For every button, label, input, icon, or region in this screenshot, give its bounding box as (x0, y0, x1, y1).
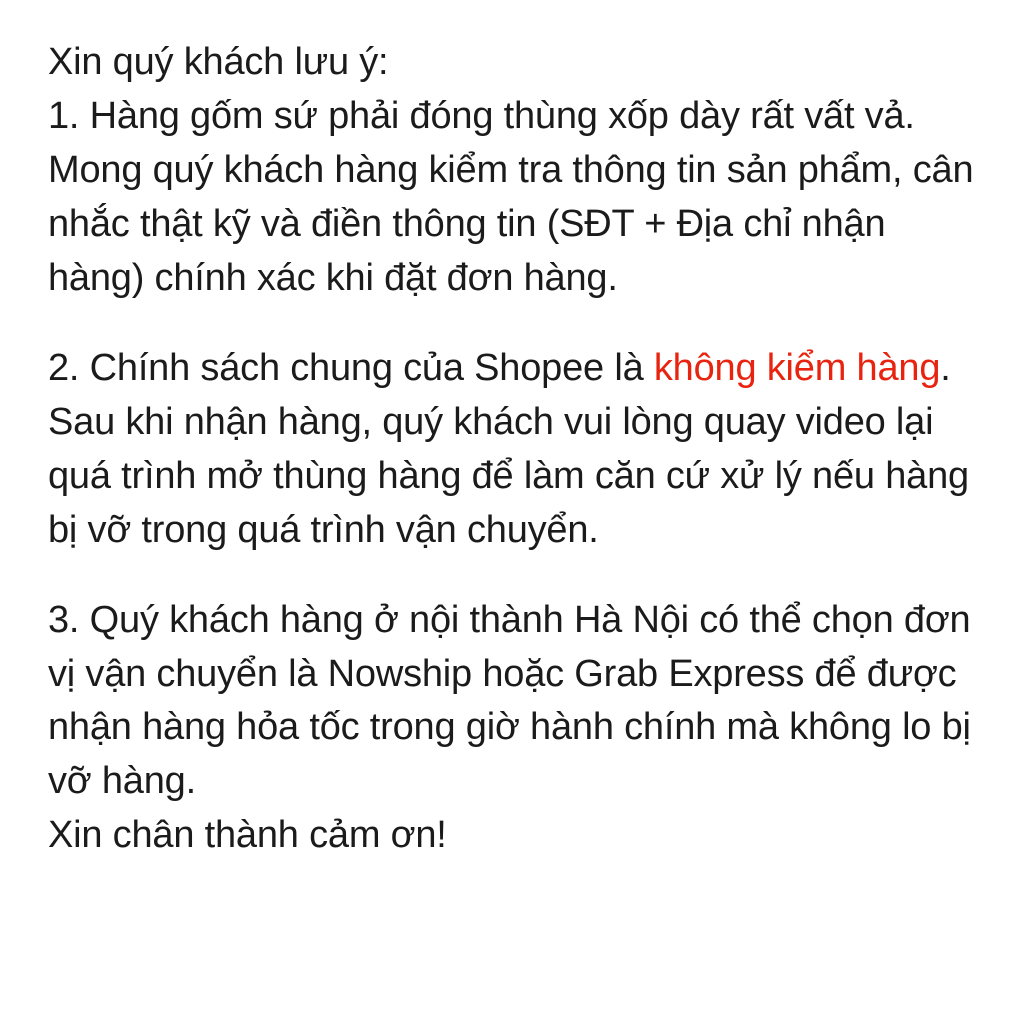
notice-item-1-text: 1. Hàng gốm sứ phải đóng thùng xốp dày rất vất vả. Mong quý khách hàng kiểm tra thông tin sản phẩm, cân nhắc thật kỹ và điền thông tin (SĐT + Địa chỉ nhận hàng) chính xác khi đặt đơn hàng. (48, 94, 974, 299)
paragraph-spacer (48, 558, 976, 594)
notice-item-2-highlight: không kiểm hàng (653, 346, 941, 389)
notice-item-2 (48, 342, 976, 558)
notice-item-3 (48, 594, 976, 810)
notice-item-2-text-lead: 2. Chính sách chung của Shopee là (48, 346, 654, 389)
notice-heading: Xin quý khách lưu ý: (48, 41, 389, 83)
notice-closing: Xin chân thành cảm ơn! (48, 814, 447, 857)
notice-item-1 (48, 90, 976, 306)
notice-item-2-text-rest: . Sau khi nhận hàng, quý khách vui lòng quay video lại quá trình mở thùng hàng để làm căn cứ xử lý nếu hàng bị vỡ trong quá trình vận chuyển. (48, 346, 969, 551)
paragraph-spacer (48, 306, 976, 342)
notice-item-3-text: 3. Quý khách hàng ở nội thành Hà Nội có thể chọn đơn vị vận chuyển là Nowship hoặc Grab Express để được nhận hàng hỏa tốc trong giờ hành chính mà không lo bị vỡ hàng. (48, 598, 971, 803)
